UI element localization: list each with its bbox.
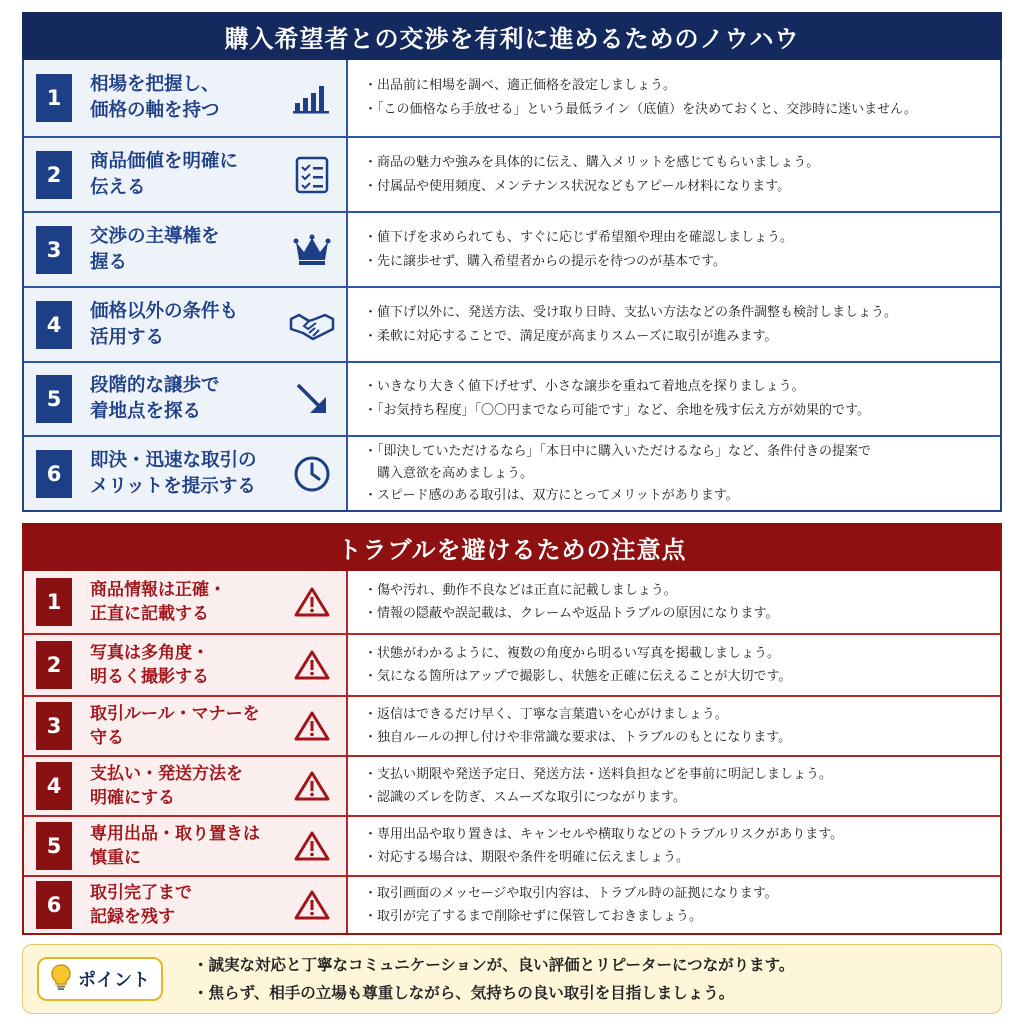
warning-icon bbox=[284, 649, 340, 681]
trouble-row: 6 取引完了まで 記録を残す ・取引画面のメッセージや取引内容は、トラブル時の証拠になります。 ・取引が完了するまで削除せずに保管しておきましょう。 bbox=[24, 875, 1000, 933]
warning-icon bbox=[284, 889, 340, 921]
negotiation-row: 6 即決・迅速な取引の メリットを提示する ・「即決していただけるなら」「本日中に購入いただけるなら」など、条件付きの提案で 購入意欲を高めましょう。 ・スピード感のある取引は、双方にとってメリットがあります。 bbox=[24, 435, 1000, 510]
point-label: ポイント bbox=[78, 970, 150, 991]
item-title: 商品価値を明確に 伝える bbox=[90, 150, 239, 198]
trouble-row: 1 商品情報は正確・ 正直に記載する ・傷や汚れ、動作不良などは正直に記載しましょう。 ・情報の隠蔽や誤記載は、クレームや返品トラブルの原因になります。 bbox=[24, 571, 1000, 633]
crown-icon bbox=[284, 234, 340, 266]
item-title: 支払い・発送方法を 明確にする bbox=[90, 764, 243, 808]
trouble-row: 2 写真は多角度・ 明るく撮影する ・状態がわかるように、複数の角度から明るい写真を掲載しましょう。 ・気になる箇所はアップで撮影し、状態を正確に伝えることが大切です。 bbox=[24, 633, 1000, 695]
warning-icon bbox=[284, 830, 340, 862]
item-title: 相場を把握し、 価格の軸を持つ bbox=[90, 74, 220, 121]
warning-icon bbox=[284, 770, 340, 802]
negotiation-title: 購入希望者との交渉を有利に進めるためのノウハウ bbox=[22, 12, 1002, 60]
warning-icon bbox=[284, 586, 340, 618]
negotiation-row: 4 価格以外の条件も 活用する ・値下げ以外に、発送方法、受け取り日時、支払い方法などの条件調整も検討しましょう。 ・柔軟に対応することで、満足度が高まりスムーズに取引が進みます。 bbox=[24, 286, 1000, 361]
item-title: 商品情報は正確・ 正直に記載する bbox=[90, 580, 226, 624]
negotiation-row: 2 商品価値を明確に 伝える ・商品の魅力や強みを具体的に伝え、購入メリットを感じてもらいましょう。 ・付属品や使用頻度、メンテナンス状況などもアピール材料になります。 bbox=[24, 136, 1000, 211]
negotiation-section bbox=[22, 12, 1002, 512]
negotiation-row: 5 段階的な譲歩で 着地点を探る ・いきなり大きく値下げせず、小さな譲歩を重ねて着地点を探りましょう。 ・「お気持ち程度」「〇〇円までなら可能です」など、余地を残す伝え方が効果的です。 bbox=[24, 361, 1000, 435]
trouble-row: 4 支払い・発送方法を 明確にする ・支払い期限や発送予定日、発送方法・送料負担などを事前に明記しましょう。 ・認識のズレを防ぎ、スムーズな取引につながります。 bbox=[24, 755, 1000, 815]
down-arrow-icon bbox=[284, 380, 340, 418]
item-number: 1 bbox=[36, 578, 72, 626]
item-title: 段階的な譲歩で 着地点を探る bbox=[90, 375, 220, 422]
item-title: 交渉の主導権を 握る bbox=[90, 225, 220, 273]
trouble-title: トラブルを避けるための注意点 bbox=[22, 523, 1002, 571]
item-number: 3 bbox=[36, 226, 72, 274]
item-number: 6 bbox=[36, 881, 72, 929]
lightbulb-icon bbox=[50, 963, 72, 996]
trouble-row: 3 取引ルール・マナーを 守る ・返信はできるだけ早く、丁寧な言葉遣いを心がけましょう。 ・独自ルールの押し付けや非常識な要求は、トラブルのもとになります。 bbox=[24, 695, 1000, 755]
checklist-icon bbox=[284, 156, 340, 194]
item-title: 専用出品・取り置きは 慎重に bbox=[90, 824, 260, 868]
item-number: 3 bbox=[36, 702, 72, 750]
item-title: 取引ルール・マナーを 守る bbox=[90, 704, 260, 748]
item-number: 1 bbox=[36, 74, 72, 122]
item-number: 5 bbox=[36, 822, 72, 870]
handshake-icon bbox=[284, 309, 340, 341]
trouble-row: 5 専用出品・取り置きは 慎重に ・専用出品や取り置きは、キャンセルや横取りなどのトラブルリスクがあります。 ・対応する場合は、期限や条件を明確に伝えましょう。 bbox=[24, 815, 1000, 875]
item-title: 価格以外の条件も 活用する bbox=[90, 300, 239, 348]
point-box bbox=[22, 944, 1002, 1014]
item-number: 4 bbox=[36, 301, 72, 349]
bar-chart-icon bbox=[284, 81, 340, 115]
item-number: 2 bbox=[36, 641, 72, 689]
item-number: 2 bbox=[36, 151, 72, 199]
item-number: 5 bbox=[36, 375, 72, 423]
clock-icon bbox=[284, 455, 340, 493]
point-badge bbox=[37, 957, 163, 1001]
item-title: 取引完了まで 記録を残す bbox=[90, 883, 192, 927]
warning-icon bbox=[284, 710, 340, 742]
trouble-section bbox=[22, 523, 1002, 935]
trouble-list bbox=[22, 571, 1002, 935]
negotiation-row: 3 交渉の主導権を 握る ・値下げを求められても、すぐに応じず希望額や理由を確認しましょう。 ・先に譲歩せず、購入希望者からの提示を待つのが基本です。 bbox=[24, 211, 1000, 286]
item-number: 6 bbox=[36, 450, 72, 498]
item-number: 4 bbox=[36, 762, 72, 810]
negotiation-row: 1 相場を把握し、 価格の軸を持つ ・出品前に相場を調べ、適正価格を設定しましょう。 ・「この価格なら手放せる」という最低ライン（底値）を決めておくと、交渉時に迷いません。 bbox=[24, 60, 1000, 136]
point-text: ・誠実な対応と丁寧なコミュニケーションが、良い評価とリピーターにつながります。 ・焦らず、相手の立場も尊重しながら、気持ちの良い取引を目指しましょう。 bbox=[193, 956, 795, 1002]
negotiation-list bbox=[22, 60, 1002, 512]
item-title: 即決・迅速な取引の メリットを提示する bbox=[90, 449, 257, 497]
item-title: 写真は多角度・ 明るく撮影する bbox=[90, 643, 209, 687]
